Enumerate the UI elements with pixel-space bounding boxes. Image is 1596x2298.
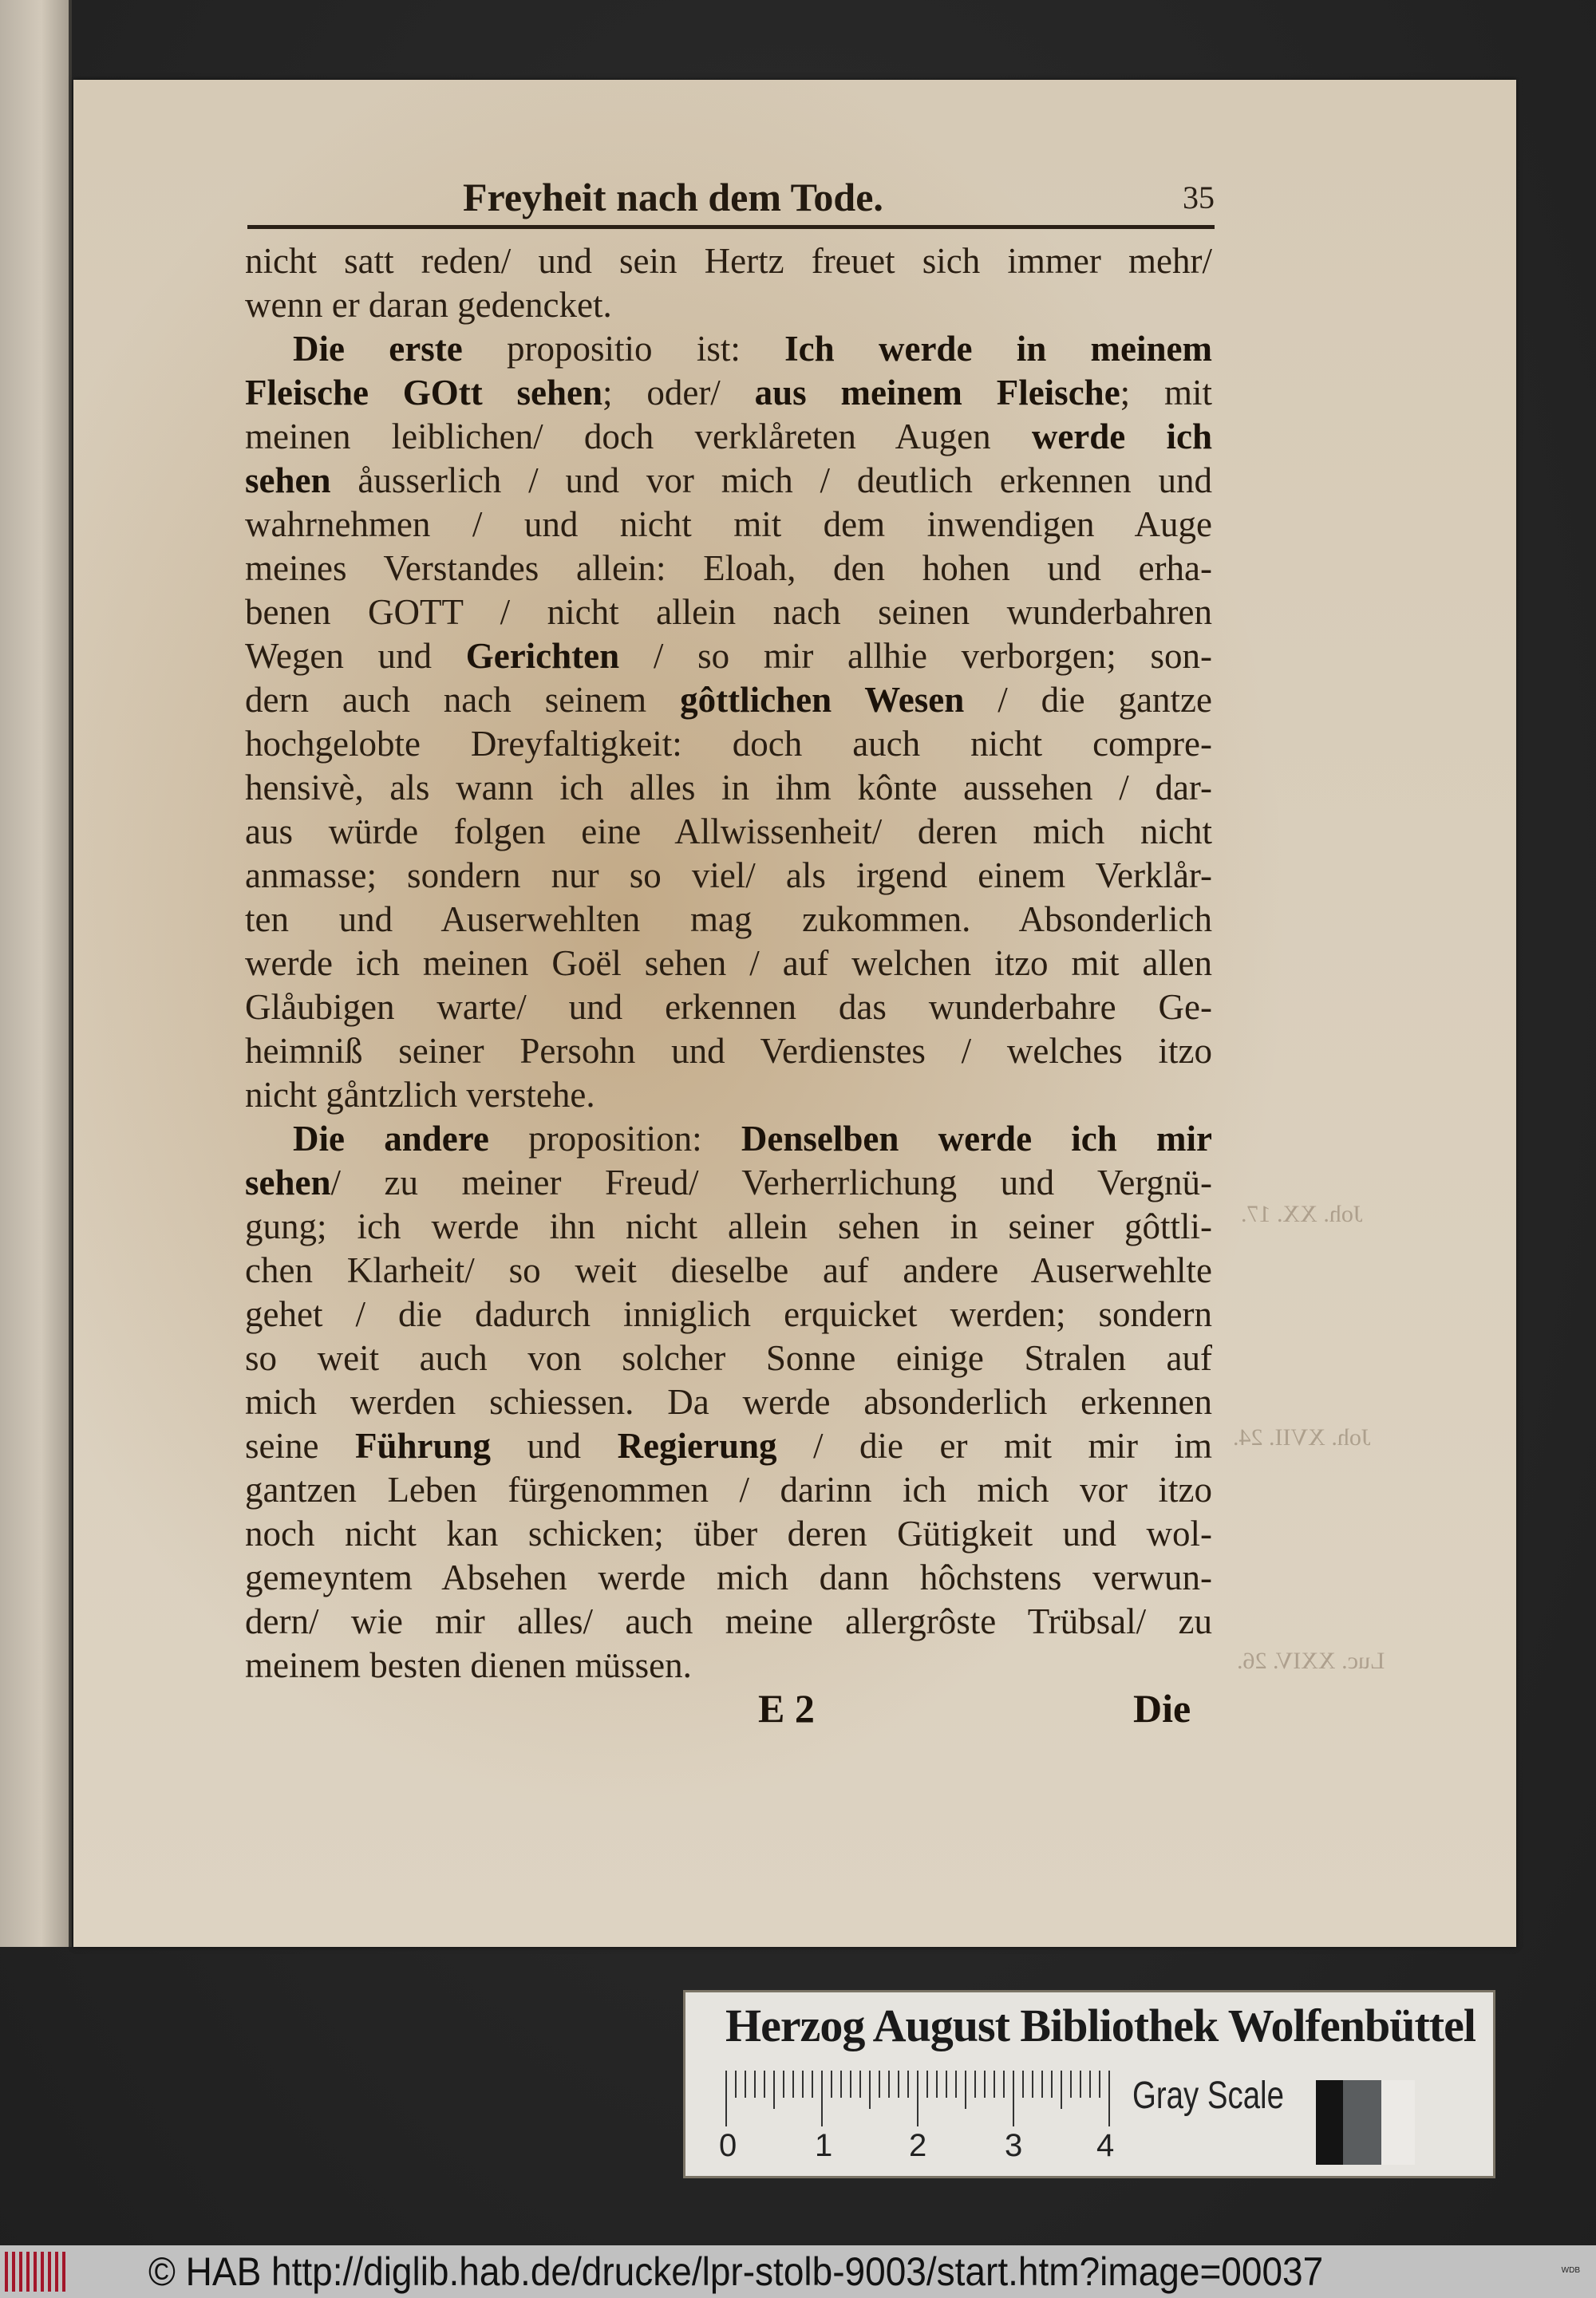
text-run: gemeyntem Absehen werde mich dann hôchstens verwun- bbox=[245, 1558, 1212, 1597]
text-run: ; mit bbox=[1120, 373, 1212, 413]
text-line bbox=[245, 634, 1212, 678]
ruler-tick bbox=[926, 2071, 928, 2098]
emphasized-text: werde ich bbox=[1031, 417, 1212, 456]
previous-page-edge bbox=[0, 0, 72, 1947]
color-reference-card bbox=[683, 1990, 1495, 2178]
ruler-tick bbox=[850, 2071, 851, 2098]
text-line bbox=[245, 1249, 1212, 1293]
emphasized-text: Regierung bbox=[617, 1426, 777, 1466]
ruler-number: 4 bbox=[1096, 2128, 1115, 2163]
card-title: Herzog August Bibliothek Wolfenbüttel bbox=[725, 2000, 1476, 2051]
text-run: meines Verstandes allein: Eloah, den hohen und erha- bbox=[245, 548, 1212, 588]
text-run: / die gantze bbox=[964, 680, 1212, 720]
margin-note-bleed: Joh. XVII. 24. bbox=[1233, 1424, 1371, 1451]
ruler-tick bbox=[974, 2071, 976, 2098]
wdb-mark: WDB bbox=[1561, 2266, 1580, 2275]
ruler-tick bbox=[1108, 2071, 1110, 2126]
text-run: noch nicht kan schicken; über deren Gütigkeit und wol- bbox=[245, 1514, 1212, 1554]
copyright-url[interactable]: © HAB http://diglib.hab.de/drucke/lpr-stolb-9003/start.htm?image=00037 bbox=[148, 2249, 1324, 2294]
ruler-tick bbox=[984, 2071, 986, 2098]
text-run: und bbox=[491, 1426, 618, 1466]
text-line bbox=[245, 1644, 1212, 1688]
emphasized-text: Die erste bbox=[293, 329, 463, 369]
signature-mark: E 2 bbox=[758, 1686, 815, 1731]
text-run: åusserlich / und vor mich / deutlich erkennen und bbox=[330, 460, 1212, 500]
ruler-tick bbox=[1080, 2071, 1081, 2098]
white-swatch bbox=[1381, 2080, 1415, 2165]
text-line bbox=[245, 1424, 1212, 1468]
ruler-tick bbox=[1099, 2071, 1100, 2098]
gray-swatch bbox=[1343, 2080, 1381, 2165]
ruler-tick bbox=[859, 2071, 861, 2098]
ruler-number: 2 bbox=[909, 2128, 927, 2163]
ruler-number: 1 bbox=[815, 2128, 833, 2163]
text-run: aus würde folgen eine Allwissenheit/ deren mich nicht bbox=[245, 811, 1212, 851]
text-run: ten und Auserwehlten mag zukommen. Absonderlich bbox=[245, 899, 1212, 939]
text-run: / so mir allhie verborgen; son- bbox=[619, 636, 1212, 676]
text-run: chen Klarheit/ so weit dieselbe auf andere Auserwehlte bbox=[245, 1250, 1212, 1290]
text-run: heimniß seiner Persohn und Verdienstes / welches itzo bbox=[245, 1031, 1212, 1071]
copyright-bar bbox=[0, 2245, 1596, 2298]
ruler-tick bbox=[754, 2071, 756, 2098]
text-run: hensivè, als wann ich alles in ihm kônte aussehen / dar- bbox=[245, 768, 1212, 807]
text-line bbox=[245, 1600, 1212, 1644]
text-line bbox=[245, 459, 1212, 503]
header-rule bbox=[247, 225, 1215, 229]
ruler-tick bbox=[792, 2071, 794, 2098]
text-run: Glåubigen warte/ und erkennen das wunderbahre Ge- bbox=[245, 987, 1212, 1027]
ruler-tick bbox=[869, 2071, 871, 2109]
ruler-tick bbox=[1070, 2071, 1072, 2098]
emphasized-text: gôttlichen Wesen bbox=[680, 680, 965, 720]
ruler-tick bbox=[773, 2071, 775, 2109]
ruler-tick bbox=[812, 2071, 813, 2098]
margin-note-bleed: Joh. XX. 17. bbox=[1241, 1201, 1363, 1227]
text-run: dern/ wie mir alles/ auch meine allergrôste Trübsal/ zu bbox=[245, 1601, 1212, 1641]
emphasized-text: sehen bbox=[245, 460, 331, 500]
margin-note-bleed: Luc. XXIV. 26. bbox=[1237, 1648, 1385, 1674]
emphasized-text: sehen bbox=[245, 1163, 331, 1202]
text-line bbox=[245, 503, 1212, 547]
text-block bbox=[245, 239, 1212, 1688]
text-run: so weit auch von solcher Sonne einige Stralen auf bbox=[245, 1338, 1212, 1378]
ruler-tick bbox=[831, 2071, 832, 2098]
text-line bbox=[245, 1293, 1212, 1337]
text-line bbox=[245, 678, 1212, 722]
text-line bbox=[245, 1337, 1212, 1380]
ruler-tick bbox=[965, 2071, 966, 2109]
emphasized-text: Die andere bbox=[293, 1119, 489, 1159]
emphasized-text: Fleische GOtt sehen bbox=[245, 373, 603, 413]
black-swatch bbox=[1316, 2080, 1343, 2165]
text-run: gantzen Leben fürgenommen / darinn ich mich vor itzo bbox=[245, 1470, 1212, 1510]
text-run: / zu meiner Freud/ Verherrlichung und Vergnü- bbox=[330, 1163, 1212, 1202]
ruler-number: 0 bbox=[719, 2128, 737, 2163]
ruler-tick bbox=[840, 2071, 842, 2098]
hab-logo-icon bbox=[5, 2252, 65, 2292]
ruler-tick bbox=[946, 2071, 947, 2098]
ruler-tick bbox=[955, 2071, 957, 2098]
text-line bbox=[245, 239, 1212, 283]
text-line bbox=[245, 371, 1212, 415]
text-run: benen GOTT / nicht allein nach seinen wunderbahren bbox=[245, 592, 1212, 632]
emphasized-text: Denselben werde ich mir bbox=[741, 1119, 1212, 1159]
ruler-tick bbox=[1089, 2071, 1091, 2098]
text-line bbox=[245, 415, 1212, 459]
text-line bbox=[245, 810, 1212, 854]
ruler-tick bbox=[1051, 2071, 1053, 2098]
text-run: hochgelobte Dreyfaltigkeit: doch auch nicht compre- bbox=[245, 724, 1212, 764]
ruler-tick bbox=[1041, 2071, 1043, 2098]
ruler-tick bbox=[917, 2071, 918, 2126]
emphasized-text: aus meinem Fleische bbox=[754, 373, 1120, 413]
text-line bbox=[245, 1117, 1212, 1161]
text-run: wenn er daran gedencket. bbox=[245, 285, 612, 325]
text-line bbox=[245, 898, 1212, 942]
ruler-tick bbox=[1061, 2071, 1062, 2109]
text-line bbox=[245, 1380, 1212, 1424]
ruler-tick bbox=[888, 2071, 890, 2098]
gray-scale-label: Gray Scale bbox=[1132, 2075, 1284, 2117]
text-run: wahrnehmen / und nicht mit dem inwendigen Auge bbox=[245, 504, 1212, 544]
ruler-number: 3 bbox=[1005, 2128, 1023, 2163]
text-run: nicht satt reden/ und sein Hertz freuet sich immer mehr/ bbox=[245, 241, 1212, 281]
ruler-tick bbox=[802, 2071, 804, 2098]
ruler-tick bbox=[783, 2071, 784, 2098]
ruler-tick bbox=[821, 2071, 823, 2126]
ruler-tick bbox=[725, 2071, 727, 2126]
emphasized-text: Führung bbox=[354, 1426, 492, 1466]
emphasized-text: Ich werde in meinem bbox=[784, 329, 1213, 369]
text-run: mich werden schiessen. Da werde absonderlich erkennen bbox=[245, 1382, 1212, 1422]
ruler-tick bbox=[1022, 2071, 1024, 2098]
text-run: propositio ist: bbox=[462, 329, 785, 369]
text-line bbox=[245, 722, 1212, 766]
ruler-tick bbox=[907, 2071, 909, 2098]
text-line bbox=[245, 590, 1212, 634]
text-line bbox=[245, 766, 1212, 810]
ruler-tick bbox=[994, 2071, 995, 2098]
ruler-tick bbox=[898, 2071, 899, 2098]
text-run: nicht gåntzlich verstehe. bbox=[245, 1075, 595, 1115]
text-line bbox=[245, 942, 1212, 985]
catchword: Die bbox=[1133, 1686, 1191, 1731]
ruler-tick bbox=[764, 2071, 765, 2098]
text-line bbox=[245, 1205, 1212, 1249]
text-run: / die er mit mir im bbox=[776, 1426, 1212, 1466]
text-line bbox=[245, 985, 1212, 1029]
text-line bbox=[245, 283, 1212, 327]
text-line bbox=[245, 854, 1212, 898]
text-run: seine bbox=[245, 1426, 355, 1466]
text-run: meinem besten dienen müssen. bbox=[245, 1645, 692, 1685]
text-run: Wegen und bbox=[245, 636, 466, 676]
ruler-scale bbox=[725, 2071, 1108, 2126]
running-head bbox=[247, 174, 1215, 219]
page-number: 35 bbox=[1183, 180, 1215, 215]
text-run: ; oder/ bbox=[602, 373, 755, 413]
text-run: anmasse; sondern nur so viel/ als irgend einem Verklår- bbox=[245, 855, 1212, 895]
ruler-tick bbox=[936, 2071, 938, 2098]
text-line bbox=[245, 1512, 1212, 1556]
text-run: gehet / die dadurch inniglich erquicket werden; sondern bbox=[245, 1294, 1212, 1334]
text-run: werde ich meinen Goël sehen / auf welchen itzo mit allen bbox=[245, 943, 1212, 983]
text-line bbox=[245, 1556, 1212, 1600]
ruler-tick bbox=[735, 2071, 737, 2098]
text-line bbox=[245, 1073, 1212, 1117]
ruler-tick bbox=[745, 2071, 746, 2098]
text-run: dern auch nach seinem bbox=[245, 680, 681, 720]
text-line bbox=[245, 327, 1212, 371]
ruler-tick bbox=[1003, 2071, 1005, 2098]
ruler-tick bbox=[879, 2071, 880, 2098]
ruler-tick bbox=[1032, 2071, 1033, 2098]
text-line bbox=[245, 547, 1212, 590]
text-line bbox=[245, 1029, 1212, 1073]
text-run: gung; ich werde ihn nicht allein sehen in seiner gôttli- bbox=[245, 1206, 1212, 1246]
text-line bbox=[245, 1468, 1212, 1512]
emphasized-text: Gerichten bbox=[465, 636, 620, 676]
ruler-tick bbox=[1013, 2071, 1014, 2126]
running-title: Freyheit nach dem Tode. bbox=[463, 175, 883, 219]
text-line bbox=[245, 1161, 1212, 1205]
text-run: meinen leiblichen/ doch verklåreten Augen bbox=[245, 417, 1032, 456]
text-run: proposition: bbox=[488, 1119, 741, 1159]
